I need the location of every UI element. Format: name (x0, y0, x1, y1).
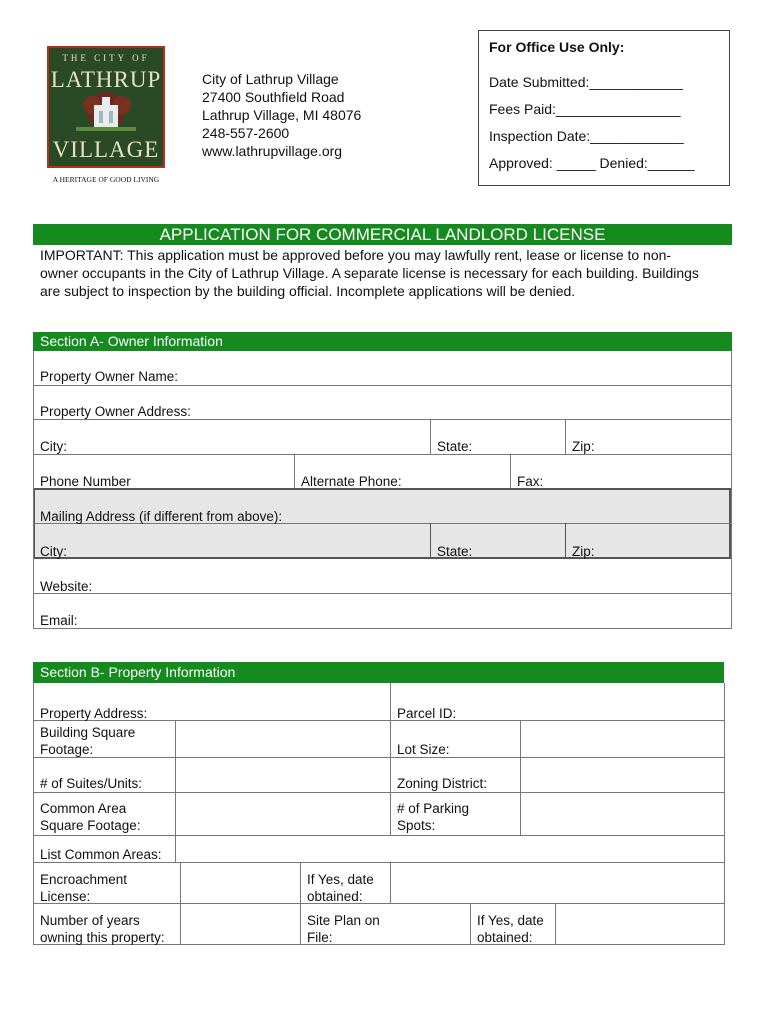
suites-units-input[interactable] (176, 758, 390, 792)
logo-top-text: THE CITY OF (62, 53, 150, 63)
important-notice: IMPORTANT: This application must be approved before you may lawfully rent, lease or license to non-owner occupants in the City of Lathrup Village. A separate license is necessary for each building. Buildings are subject to inspection by the building official. Incomplete applications will be denied. (40, 247, 699, 299)
parking-spots-input[interactable] (521, 793, 724, 835)
inspection-date-field[interactable]: Inspection Date:____________ (489, 128, 684, 144)
mailing-state-field[interactable]: State: (437, 544, 473, 559)
phone-field[interactable]: Phone Number (40, 474, 131, 489)
city-logo (46, 45, 168, 187)
parking-line1: # of Parking (397, 801, 470, 816)
encroachment-date-input[interactable] (391, 863, 724, 903)
logo-line1: LATHRUP (50, 67, 162, 92)
website-field[interactable]: Website: (40, 579, 93, 594)
common-area-sq-ft-label (40, 800, 141, 834)
lathrup-village-logo-icon (46, 45, 168, 187)
site-plan-line2: File: (307, 930, 333, 945)
zip-field[interactable]: Zip: (572, 439, 595, 454)
ifyes2-line1: If Yes, date (477, 913, 544, 928)
owner-address-field[interactable]: Property Owner Address: (40, 404, 191, 419)
encroachment-license-input[interactable] (181, 863, 300, 903)
city-field[interactable]: City: (40, 439, 67, 454)
encroachment-license-label (40, 871, 127, 905)
years-owning-label (40, 912, 165, 946)
years-line1: Number of years (40, 913, 140, 928)
years-owning-input[interactable] (181, 904, 300, 944)
approved-denied-field[interactable]: Approved: _____ Denied:______ (489, 155, 695, 171)
city-street: 27400 Southfield Road (202, 89, 345, 105)
site-plan-date-label (477, 912, 544, 946)
city-website: www.lathrupvillage.org (202, 143, 343, 159)
date-submitted-field[interactable]: Date Submitted:____________ (489, 74, 683, 90)
ifyes2-line2: obtained: (477, 930, 533, 945)
parcel-id-field[interactable]: Parcel ID: (397, 706, 457, 721)
building-sq-ft-input[interactable] (176, 721, 390, 757)
parking-line2: Spots: (397, 818, 436, 833)
list-common-areas-input[interactable] (176, 836, 724, 862)
city-address (202, 70, 361, 160)
property-address-field[interactable]: Property Address: (40, 706, 148, 721)
common-area-sq-ft-input[interactable] (176, 793, 390, 835)
office-use-title: For Office Use Only: (489, 39, 625, 55)
zoning-district-label: Zoning District: (397, 776, 488, 791)
application-title: APPLICATION FOR COMMERCIAL LANDLORD LICENSE (33, 224, 732, 245)
lot-size-label: Lot Size: (397, 742, 450, 757)
section-b-header: Section B- Property Information (33, 662, 724, 683)
site-plan-input[interactable] (391, 904, 470, 944)
email-field[interactable]: Email: (40, 613, 78, 628)
city-city-state: Lathrup Village, MI 48076 (202, 107, 362, 123)
site-plan-date-input[interactable] (556, 904, 724, 944)
logo-line2: VILLAGE (52, 137, 160, 162)
common-area-line2: Square Footage: (40, 818, 141, 833)
fees-paid-field[interactable]: Fees Paid:________________ (489, 101, 681, 117)
alt-phone-field[interactable]: Alternate Phone: (301, 474, 402, 489)
mailing-zip-field[interactable]: Zip: (572, 544, 595, 559)
section-a-header: Section A- Owner Information (33, 332, 732, 351)
fax-field[interactable]: Fax: (517, 474, 544, 489)
parking-spots-label (397, 800, 469, 834)
logo-tagline: A HERITAGE OF GOOD LIVING (52, 175, 160, 184)
owner-name-field[interactable]: Property Owner Name: (40, 369, 179, 384)
lot-size-input[interactable] (521, 721, 724, 757)
state-field[interactable]: State: (437, 439, 473, 454)
encroachment-line2: License: (40, 889, 91, 904)
common-area-line1: Common Area (40, 801, 127, 816)
suites-units-label: # of Suites/Units: (40, 776, 143, 791)
office-use-box (478, 30, 730, 186)
site-plan-line1: Site Plan on (307, 913, 380, 928)
years-line2: owning this property: (40, 930, 165, 945)
mailing-address-field[interactable]: Mailing Address (if different from above): (40, 509, 283, 524)
ifyes-line2: obtained: (307, 889, 363, 904)
mailing-city-field[interactable]: City: (40, 544, 67, 559)
city-phone: 248-557-2600 (202, 125, 290, 141)
encroachment-line1: Encroachment (40, 872, 128, 887)
zoning-district-input[interactable] (521, 758, 724, 792)
building-sq-ft-line1: Building Square (40, 725, 136, 740)
site-plan-label (307, 912, 380, 946)
building-sq-ft-line2: Footage: (40, 742, 94, 757)
list-common-areas-label: List Common Areas: (40, 847, 162, 862)
city-name: City of Lathrup Village (202, 71, 339, 87)
building-sq-ft-label (40, 724, 135, 758)
ifyes-line1: If Yes, date (307, 872, 374, 887)
encroachment-date-label (307, 871, 374, 905)
